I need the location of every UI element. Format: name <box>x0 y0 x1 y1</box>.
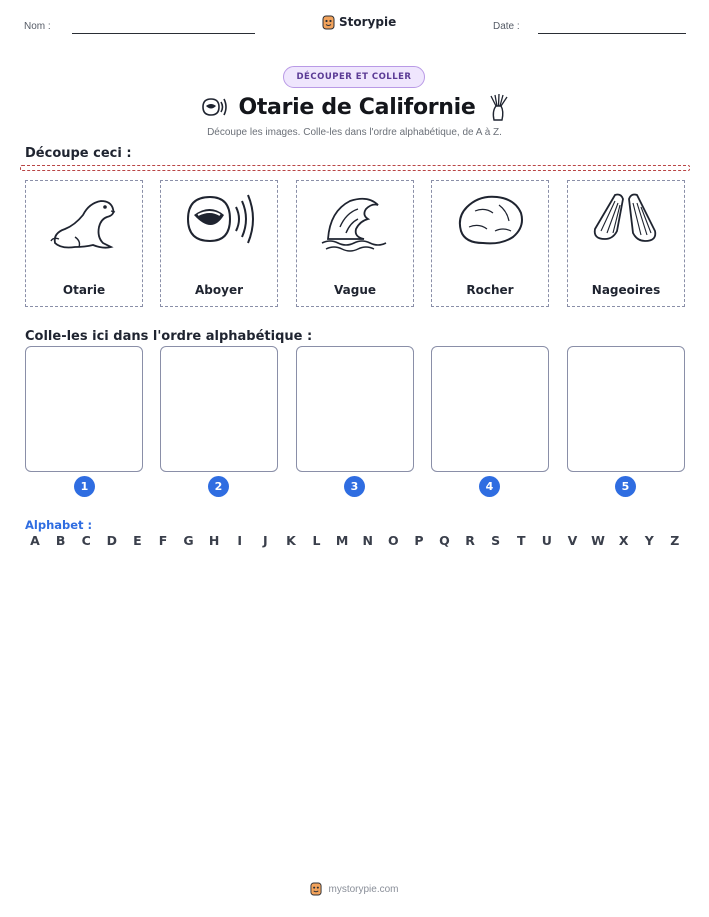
alphabet-letter: X <box>618 533 629 548</box>
alphabet-letter: B <box>55 533 66 548</box>
paste-box-2[interactable] <box>160 346 278 472</box>
barking-mouth-icon <box>180 187 260 253</box>
alphabet-letter: L <box>312 533 321 548</box>
paste-box-3[interactable] <box>296 346 414 472</box>
brand-logo <box>322 13 396 31</box>
order-number-3: 3 <box>344 476 365 497</box>
cut-card-nageoires[interactable] <box>567 180 685 307</box>
alphabet-letter: F <box>158 533 168 548</box>
cut-card-label: Vague <box>334 283 376 297</box>
title-text: Otarie de Californie <box>238 94 476 120</box>
alphabet-letter: Y <box>644 533 654 548</box>
alphabet-letter: E <box>133 533 142 548</box>
paste-section-title: Colle-les ici dans l'ordre alphabétique : <box>25 329 313 344</box>
wave-icon <box>316 187 396 253</box>
footer-url[interactable]: mystorypie.com <box>328 883 399 895</box>
activity-badge: DÉCOUPER ET COLLER <box>283 66 425 88</box>
alphabet-letter: G <box>183 533 194 548</box>
alphabet-letter: Z <box>670 533 680 548</box>
cut-section-title: Découpe ceci : <box>25 146 132 161</box>
alphabet-letter: J <box>263 533 268 548</box>
rock-icon <box>451 187 531 253</box>
storypie-mascot-icon <box>322 15 335 30</box>
alphabet-letter: K <box>286 533 296 548</box>
date-label: Date : <box>493 21 520 32</box>
alphabet-letter: O <box>387 533 399 548</box>
cut-card-label: Rocher <box>466 283 514 297</box>
barking-mouth-icon <box>200 95 228 119</box>
sea-anemone-icon <box>486 93 510 121</box>
alphabet-letter: U <box>541 533 552 548</box>
alphabet-letter: N <box>362 533 373 548</box>
alphabet-letter: I <box>237 533 243 548</box>
footer <box>0 880 709 898</box>
instructions: Découpe les images. Colle-les dans l'ordre alphabétique, de A à Z. <box>207 127 502 138</box>
cut-card-label: Nageoires <box>591 283 661 297</box>
date-line <box>538 33 686 34</box>
cut-card-aboyer[interactable] <box>160 180 278 307</box>
cut-card-label: Aboyer <box>195 283 243 297</box>
alphabet-row <box>25 533 685 551</box>
order-number-2: 2 <box>208 476 229 497</box>
name-label: Nom : <box>24 21 51 32</box>
cut-line <box>20 165 690 171</box>
order-number-4: 4 <box>479 476 500 497</box>
cut-card-rocher[interactable] <box>431 180 549 307</box>
alphabet-letter: Q <box>439 533 450 548</box>
alphabet-letter: W <box>591 533 605 548</box>
sea-lion-icon <box>45 187 125 253</box>
alphabet-letter: R <box>465 533 475 548</box>
alphabet-letter: T <box>517 533 526 548</box>
order-number-1: 1 <box>74 476 95 497</box>
alphabet-letter: C <box>81 533 91 548</box>
alphabet-title: Alphabet : <box>25 518 93 532</box>
cut-card-label: Otarie <box>62 283 106 297</box>
cut-card-vague[interactable] <box>296 180 414 307</box>
alphabet-letter: V <box>567 533 578 548</box>
order-number-5: 5 <box>615 476 636 497</box>
alphabet-letter: A <box>30 533 40 548</box>
paste-box-5[interactable] <box>567 346 685 472</box>
alphabet-letter: D <box>106 533 117 548</box>
page-title <box>190 90 520 124</box>
alphabet-letter: P <box>414 533 424 548</box>
brand-name: Storypie <box>339 15 397 29</box>
alphabet-letter: M <box>335 533 349 548</box>
alphabet-letter: S <box>491 533 501 548</box>
flippers-icon <box>587 187 667 253</box>
paste-box-4[interactable] <box>431 346 549 472</box>
storypie-mascot-icon <box>310 882 322 896</box>
name-line <box>72 33 255 34</box>
alphabet-letter: H <box>208 533 220 548</box>
cut-card-otarie[interactable] <box>25 180 143 307</box>
paste-box-1[interactable] <box>25 346 143 472</box>
